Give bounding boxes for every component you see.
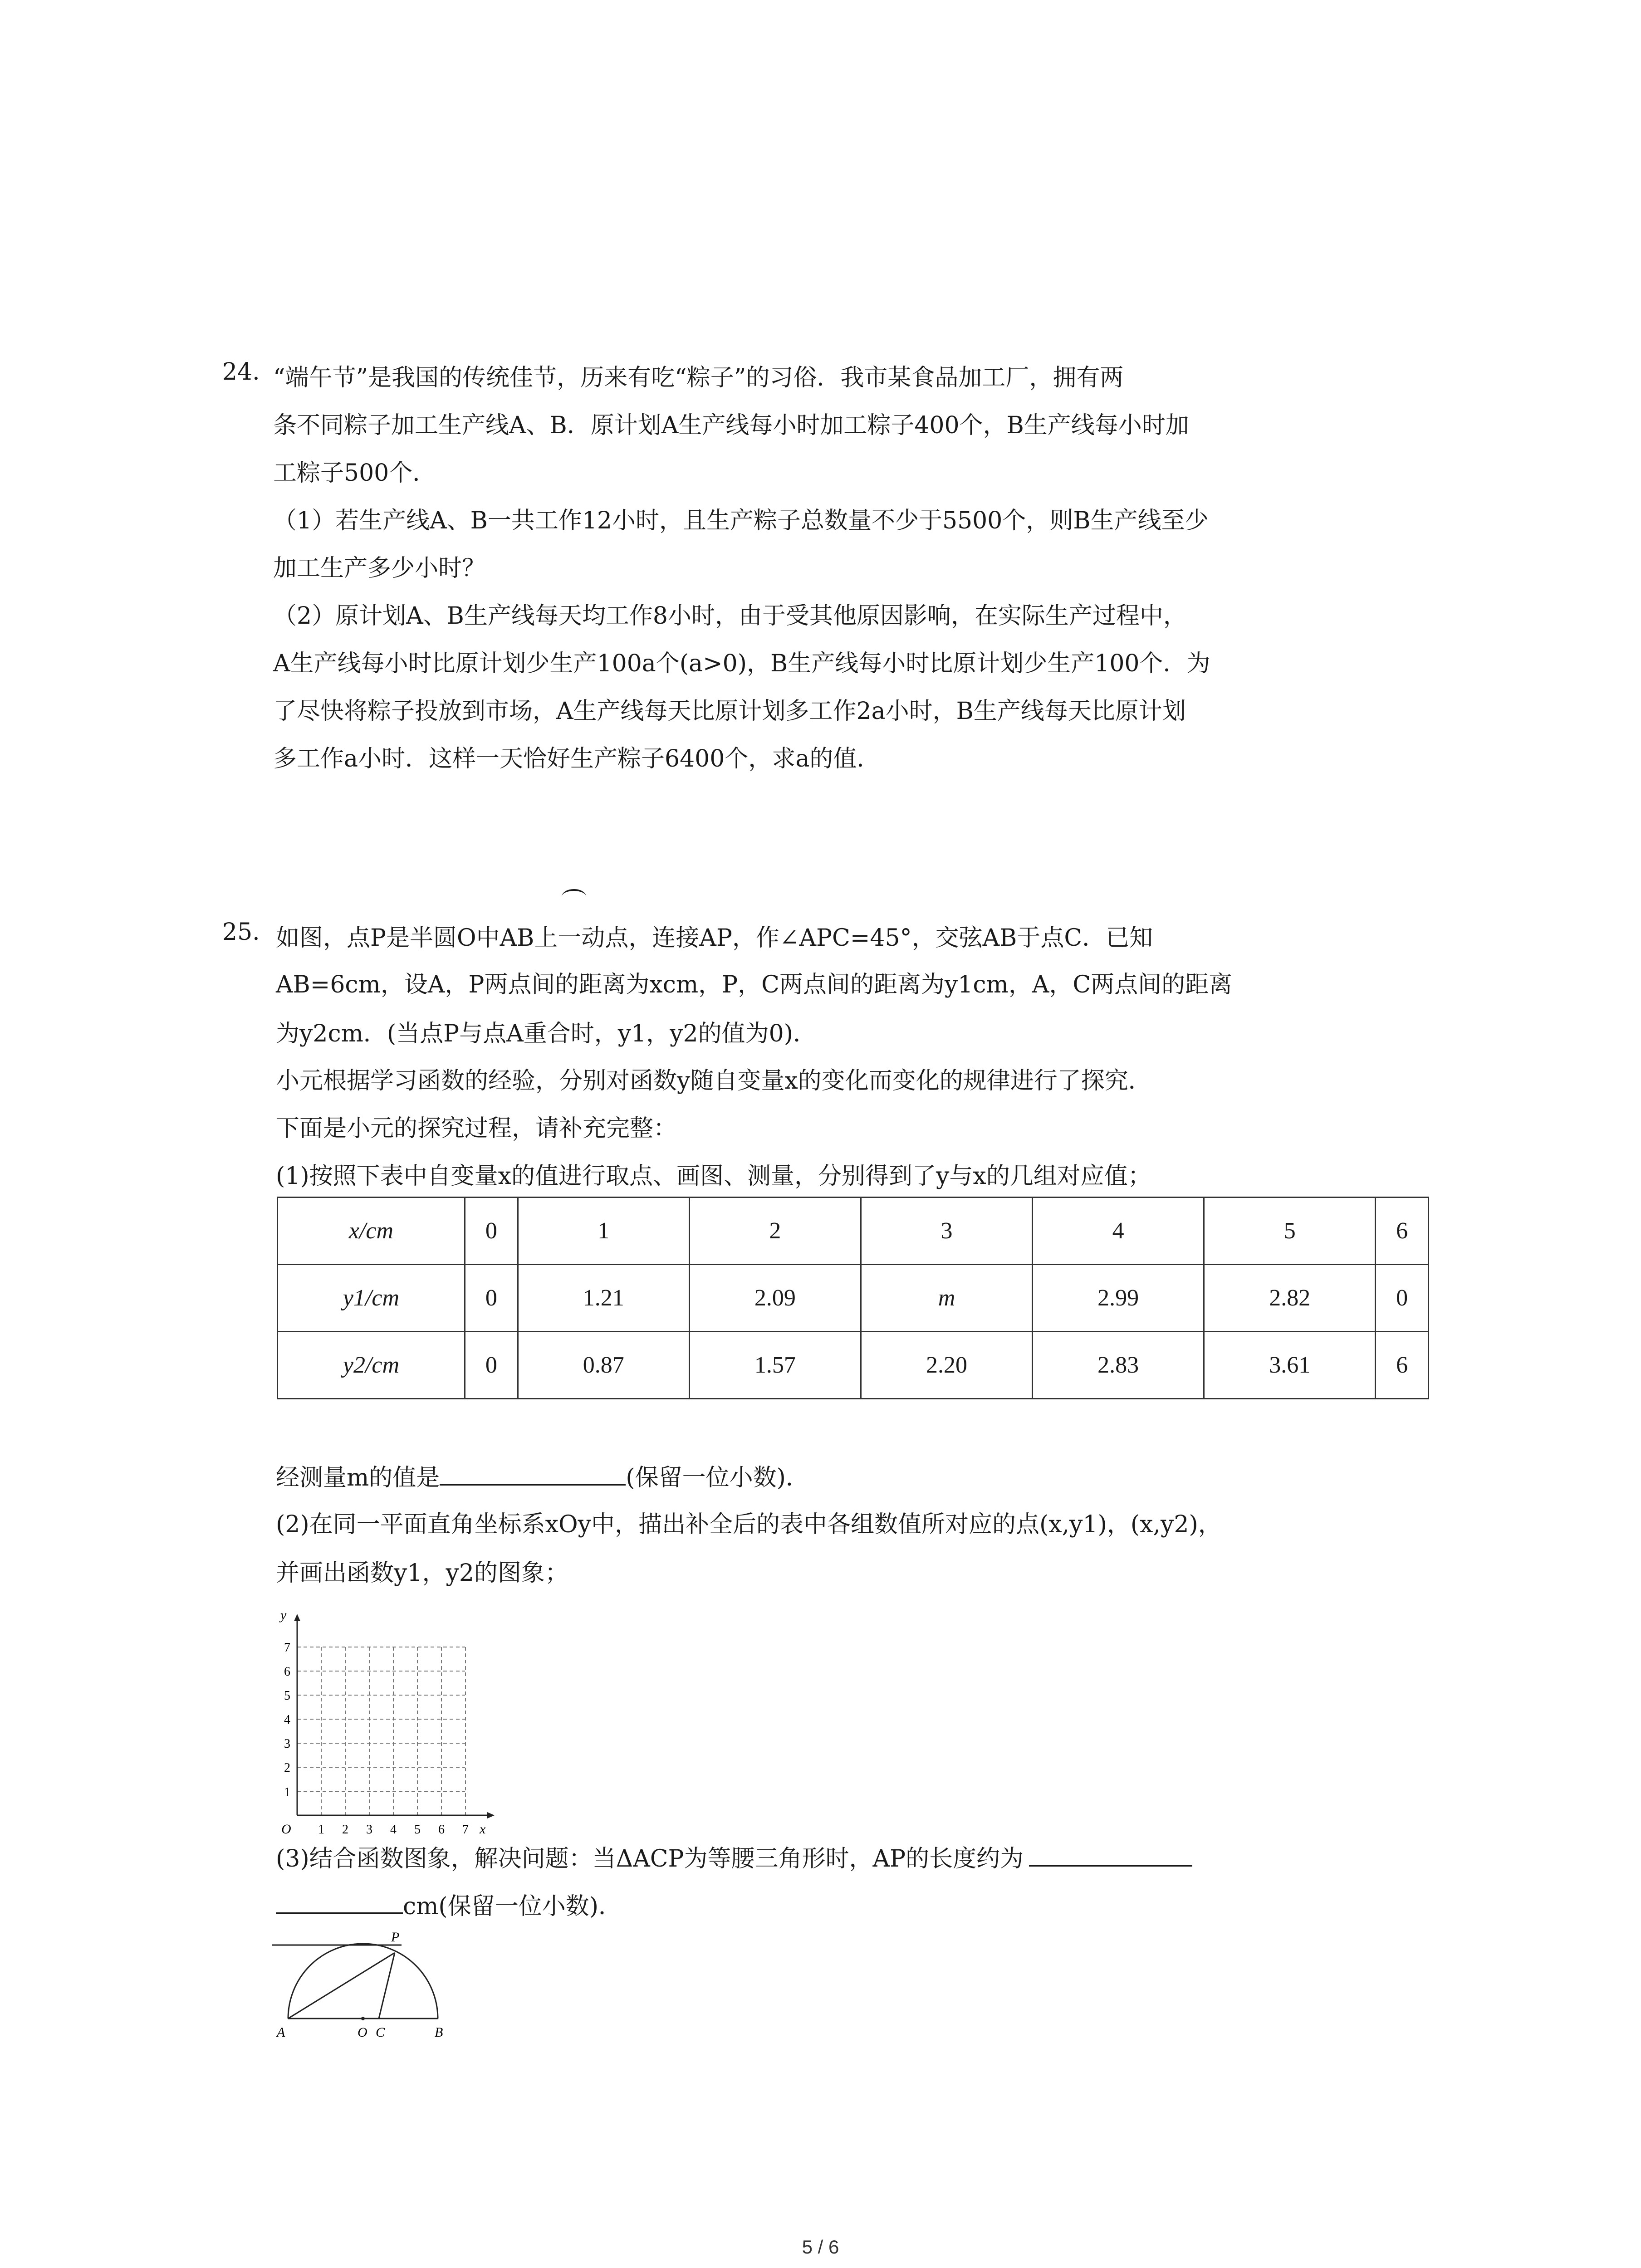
arc-mark	[562, 889, 586, 904]
y-tick-label: 1	[284, 1785, 290, 1799]
q24-line-9: 多工作a小时．这样一天恰好生产粽子6400个，求a的值．	[273, 745, 881, 772]
q25-part2-line-2: 并画出函数y1，y2的图象；	[276, 1559, 568, 1587]
grid-lines	[297, 1647, 465, 1815]
q25-line-2: AB=6cm，设A，P两点间的距离为xcm，P，C两点间的距离为y1cm，A，C两点间的距离	[276, 971, 1233, 998]
x-tick-label: 2	[342, 1823, 348, 1837]
q25-part3-line-2	[276, 1887, 622, 1921]
y-tick-label: 6	[284, 1665, 290, 1679]
question-25-number: 25.	[222, 919, 260, 946]
origin-label: O	[281, 1822, 291, 1837]
x-axis-label: x	[480, 1822, 486, 1837]
table-cell: 3.61	[1204, 1332, 1376, 1399]
label-o: O	[358, 2025, 367, 2040]
table-cell: 0	[465, 1332, 518, 1399]
table-cell: 1.57	[689, 1332, 861, 1399]
q24-line-6: （2）原计划A、B生产线每天均工作8小时，由于受其他原因影响，在实际生产过程中，	[273, 602, 1187, 630]
chord-ap	[288, 1953, 395, 2019]
y-tick-label: 7	[284, 1641, 290, 1655]
x-axis-arrow	[487, 1812, 495, 1818]
y-tick-label: 2	[284, 1761, 290, 1775]
page-number: 5 / 6	[802, 2236, 839, 2258]
table-row	[278, 1198, 1429, 1265]
label-a: A	[277, 2025, 285, 2040]
label-c: C	[376, 2025, 385, 2040]
q24-line-5: 加工生产多少小时？	[273, 555, 486, 582]
q24-line-1: “端午节”是我国的传统佳节，历来有吃“粽子”的习俗．我市某食品加工厂，拥有两	[273, 364, 1124, 391]
y-tick-label: 3	[284, 1737, 290, 1751]
y-tick-label: 4	[284, 1713, 290, 1727]
measure-prefix: 经测量m的值是	[276, 1464, 440, 1491]
x-tick-labels	[318, 1823, 469, 1837]
table-cell: 4	[1033, 1198, 1204, 1265]
table-cell: 2.83	[1033, 1332, 1204, 1399]
table-cell: 2.99	[1033, 1265, 1204, 1332]
table-cell: 0	[465, 1265, 518, 1332]
part3-unit: cm(保留一位小数)．	[403, 1893, 622, 1920]
q25-part2-line-1: (2)在同一平面直角坐标系xOy中，描出补全后的表中各组数值所对应的点(x,y1)，(x,y2)，	[276, 1511, 1222, 1538]
table-cell: 2.09	[689, 1265, 861, 1332]
x-tick-label: 3	[366, 1823, 372, 1837]
y-tick-labels	[284, 1641, 290, 1799]
table-cell: 0	[1376, 1265, 1429, 1332]
answer-blank-m[interactable]	[440, 1466, 626, 1486]
q25-line-4: 小元根据学习函数的经验，分别对函数y随自变量x的变化而变化的规律进行了探究．	[276, 1067, 1152, 1095]
table-cell: 0.87	[518, 1332, 689, 1399]
table-cell: 6	[1376, 1198, 1429, 1265]
table-cell: 5	[1204, 1198, 1376, 1265]
x-tick-label: 5	[414, 1823, 421, 1837]
label-b: B	[435, 2025, 443, 2040]
x-tick-label: 4	[390, 1823, 397, 1837]
semicircle-figure	[268, 1923, 458, 2046]
table-cell: 1.21	[518, 1265, 689, 1332]
y-tick-label: 5	[284, 1689, 290, 1703]
table-cell: 1	[518, 1198, 689, 1265]
answer-blank-ap-1[interactable]	[1029, 1847, 1192, 1867]
table-cell: 6	[1376, 1332, 1429, 1399]
x-tick-label: 6	[438, 1823, 445, 1837]
q24-line-8: 了尽快将粽子投放到市场，A生产线每天比原计划多工作2a小时，B生产线每天比原计划	[273, 698, 1186, 725]
table-cell: 2.20	[861, 1332, 1032, 1399]
q25-part3-line-1	[276, 1839, 1192, 1873]
table-cell: 3	[861, 1198, 1032, 1265]
semicircle-arc	[288, 1944, 438, 2019]
y-axis-label: y	[280, 1608, 287, 1623]
measure-suffix: (保留一位小数)．	[626, 1464, 809, 1491]
q25-measure-line	[276, 1458, 809, 1492]
table-row	[278, 1332, 1429, 1399]
q24-line-3: 工粽子500个．	[273, 459, 436, 487]
x-tick-label: 1	[318, 1823, 324, 1837]
segment-pc	[379, 1953, 395, 2019]
q24-line-4: （1）若生产线A、B一共工作12小时，且生产粽子总数量不少于5500个，则B生产线至少	[273, 507, 1209, 534]
label-p: P	[391, 1930, 400, 1945]
question-24-number: 24.	[222, 358, 260, 386]
q25-line-5: 下面是小元的探究过程，请补充完整：	[276, 1115, 677, 1142]
q24-line-7: A生产线每小时比原计划少生产100a个(a>0)，B生产线每小时比原计划少生产100个．为	[273, 650, 1210, 677]
table-cell: 2.82	[1204, 1265, 1376, 1332]
q25-line-6: (1)按照下表中自变量x的值进行取点、画图、测量，分别得到了y与x的几组对应值；	[276, 1163, 1151, 1190]
q25-line-1: 如图，点P是半圆O中AB上一动点，连接AP，作∠APC=45°，交弦AB于点C．已知	[276, 924, 1153, 952]
table-cell: 2	[689, 1198, 861, 1265]
answer-blank-ap-2[interactable]	[276, 1894, 403, 1914]
table-cell: m	[861, 1265, 1032, 1332]
table-cell: y1/cm	[278, 1265, 465, 1332]
q24-line-2: 条不同粽子加工生产线A、B．原计划A生产线每小时加工粽子400个，B生产线每小时加	[273, 412, 1189, 439]
center-point	[361, 2017, 365, 2020]
part3-text: (3)结合函数图象，解决问题：当ΔACP为等腰三角形时，AP的长度约为	[276, 1845, 1024, 1872]
table-cell: y2/cm	[278, 1332, 465, 1399]
y-axis-arrow	[294, 1614, 300, 1621]
x-tick-label: 7	[462, 1823, 469, 1837]
q25-line-3: 为y2cm．(当点P与点A重合时，y1，y2的值为0)．	[276, 1020, 817, 1047]
table-cell: 0	[465, 1198, 518, 1265]
value-table	[277, 1197, 1429, 1399]
table-cell: x/cm	[278, 1198, 465, 1265]
table-row	[278, 1265, 1429, 1332]
coordinate-grid	[268, 1601, 504, 1837]
